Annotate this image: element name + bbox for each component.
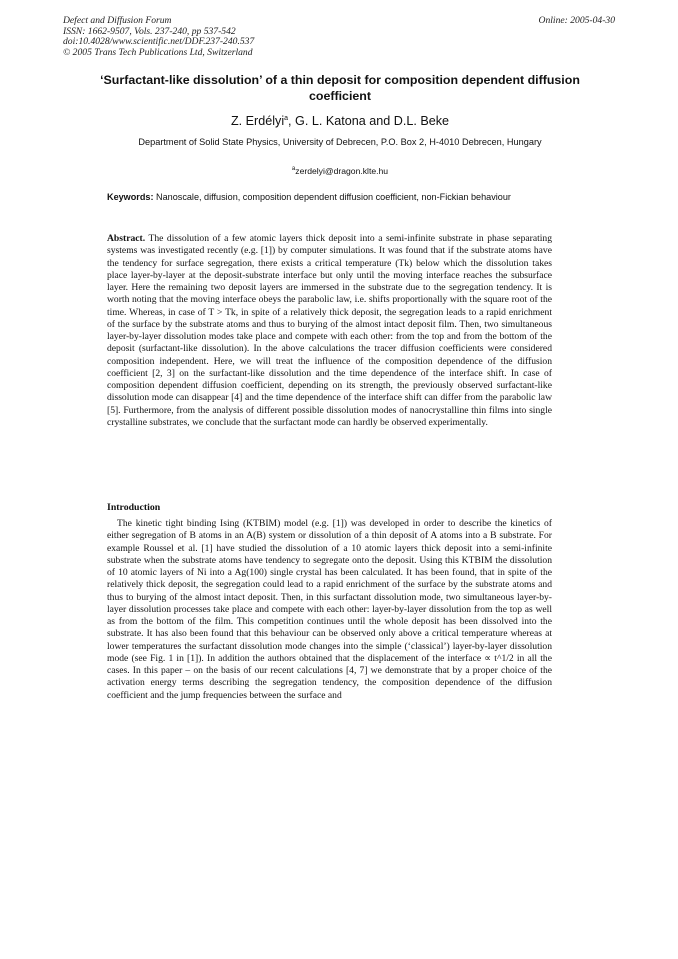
- author-affiliation-mark: a: [284, 114, 289, 122]
- journal-header: [63, 16, 254, 58]
- email-address: zerdelyi@dragon.klte.hu: [295, 166, 389, 176]
- copyright-line: © 2005 Trans Tech Publications Ltd, Switzerland: [63, 46, 253, 58]
- affiliation: Department of Solid State Physics, University of Debrecen, P.O. Box 2, H-4010 Debrecen, Hungary: [138, 137, 542, 147]
- online-date: Online: 2005-04-30: [538, 15, 615, 26]
- abstract-label: Abstract.: [107, 233, 146, 244]
- abstract-text: The dissolution of a few atomic layers thick deposit into a semi-infinite substrate in phase separating systems was investigated recently (e.g. [1]) by computer simulations. It was found that if the substrate atoms have the tendency for surface segregation, there exists a critical temperature (Tk) below which the dissolution takes place layer-by-layer at the deposit-substrate interface but only until the moving interface reaches the subsurface layer. Here the remaining two deposit layers are immersed in the substrate due to the segregation tendency. It is worth noting that the moving interface obeys the parabolic law, i.e. shifts proportionally with the square root of the time. Whereas, in case of T > Tk, in spite of a relatively thick deposit, the segregation leads to a rapid enrichment of the surface by the substrate atoms and thus to burying of the almost intact deposit film. Then, two simultaneous layer-by-layer dissolution modes take place and compete with each other: from the top and from the bottom of the deposit (surfactant-like dissolution). In the above calculations the tracer diffusion coefficients were considered composition independent. Here, we will treat the influence of the composition dependence of the diffusion coefficient [2, 3] on the surfactant-like dissolution and the time dependence of the interface shift. In case of composition dependent diffusion coefficient, depending on its strength, the previously observed surfactant-like dissolution mode can disappear [4] and the time dependence of the interface shift can differ from the parabolic law [5]. Furthermore, from the analysis of different possible dissolution modes of nanocrystalline thin films into single crystalline substrates, we conclude that the surfactant mode can hardly be observed experimentally.: [107, 233, 552, 428]
- author-list: [90, 114, 590, 128]
- first-author: Z. Erdélyi: [230, 114, 285, 128]
- journal-name: Defect and Diffusion Forum: [63, 15, 172, 26]
- doi-line: doi:10.4028/www.scientific.net/DDF.237-240.537: [63, 36, 255, 48]
- other-authors: , G. L. Katona and D.L. Beke: [288, 114, 450, 128]
- contact-email: [110, 166, 570, 176]
- paper-title: ‘Surfactant-like dissolution’ of a thin deposit for composition dependent diffusion coefficient: [100, 73, 580, 103]
- keywords-label: Keywords:: [107, 192, 154, 202]
- issn-line: ISSN: 1662-9507, Vols. 237-240, pp 537-542: [63, 25, 236, 37]
- abstract: [107, 233, 552, 429]
- keywords-text: Nanoscale, diffusion, composition dependent diffusion coefficient, non-Fickian behaviour: [153, 192, 511, 202]
- keywords: [107, 191, 552, 203]
- introduction-heading: Introduction: [107, 502, 161, 513]
- introduction-text: The kinetic tight binding Ising (KTBIM) model (e.g. [1]) was developed in order to describe the kinetics of either segregation of B atoms in an A(B) system or dissolution of a thin deposit of A atoms into a B substrate. For example Roussel et al. [1] have studied the dissolution of a 10 atomic layers thick deposit into a semi-infinite substrate when the substrate atoms have tendency to segregate onto the deposit. Using this KTBIM the dissolution of 10 atomic layers of Ni into a Ag(100) single crystal has been calculated. It has been found, that in spite of the relatively thick deposit, the segregation could lead to a rapid enrichment of the surface by the substrate atoms and thus to burying of the almost intact deposit. Then, in this surfactant dissolution mode, two simultaneous layer-by-layer dissolution processes take place and compete with each other: layer-by-layer dissolution from the top as well as from the bottom of the film. This competition continues until the whole deposit has been dissolved into the substrate. It has also been found that this behaviour can be observed only above a critical temperature whereas at lower temperatures the surfactant dissolution mode changes into the simple (‘classical’) layer-by-layer dissolution mode (see Fig. 1 in [1]). In addition the authors obtained that the displacement of the interface ∝ t^1/2 in all the cases. In this paper – on the basis of our recent calculations [4, 7] we demonstrate that by a proper choice of the activation energy terms describing the segregation tendency, the composition dependence of the diffusion coefficient and the jump frequencies between the surface and: [107, 518, 552, 701]
- email-mark: a: [291, 166, 296, 173]
